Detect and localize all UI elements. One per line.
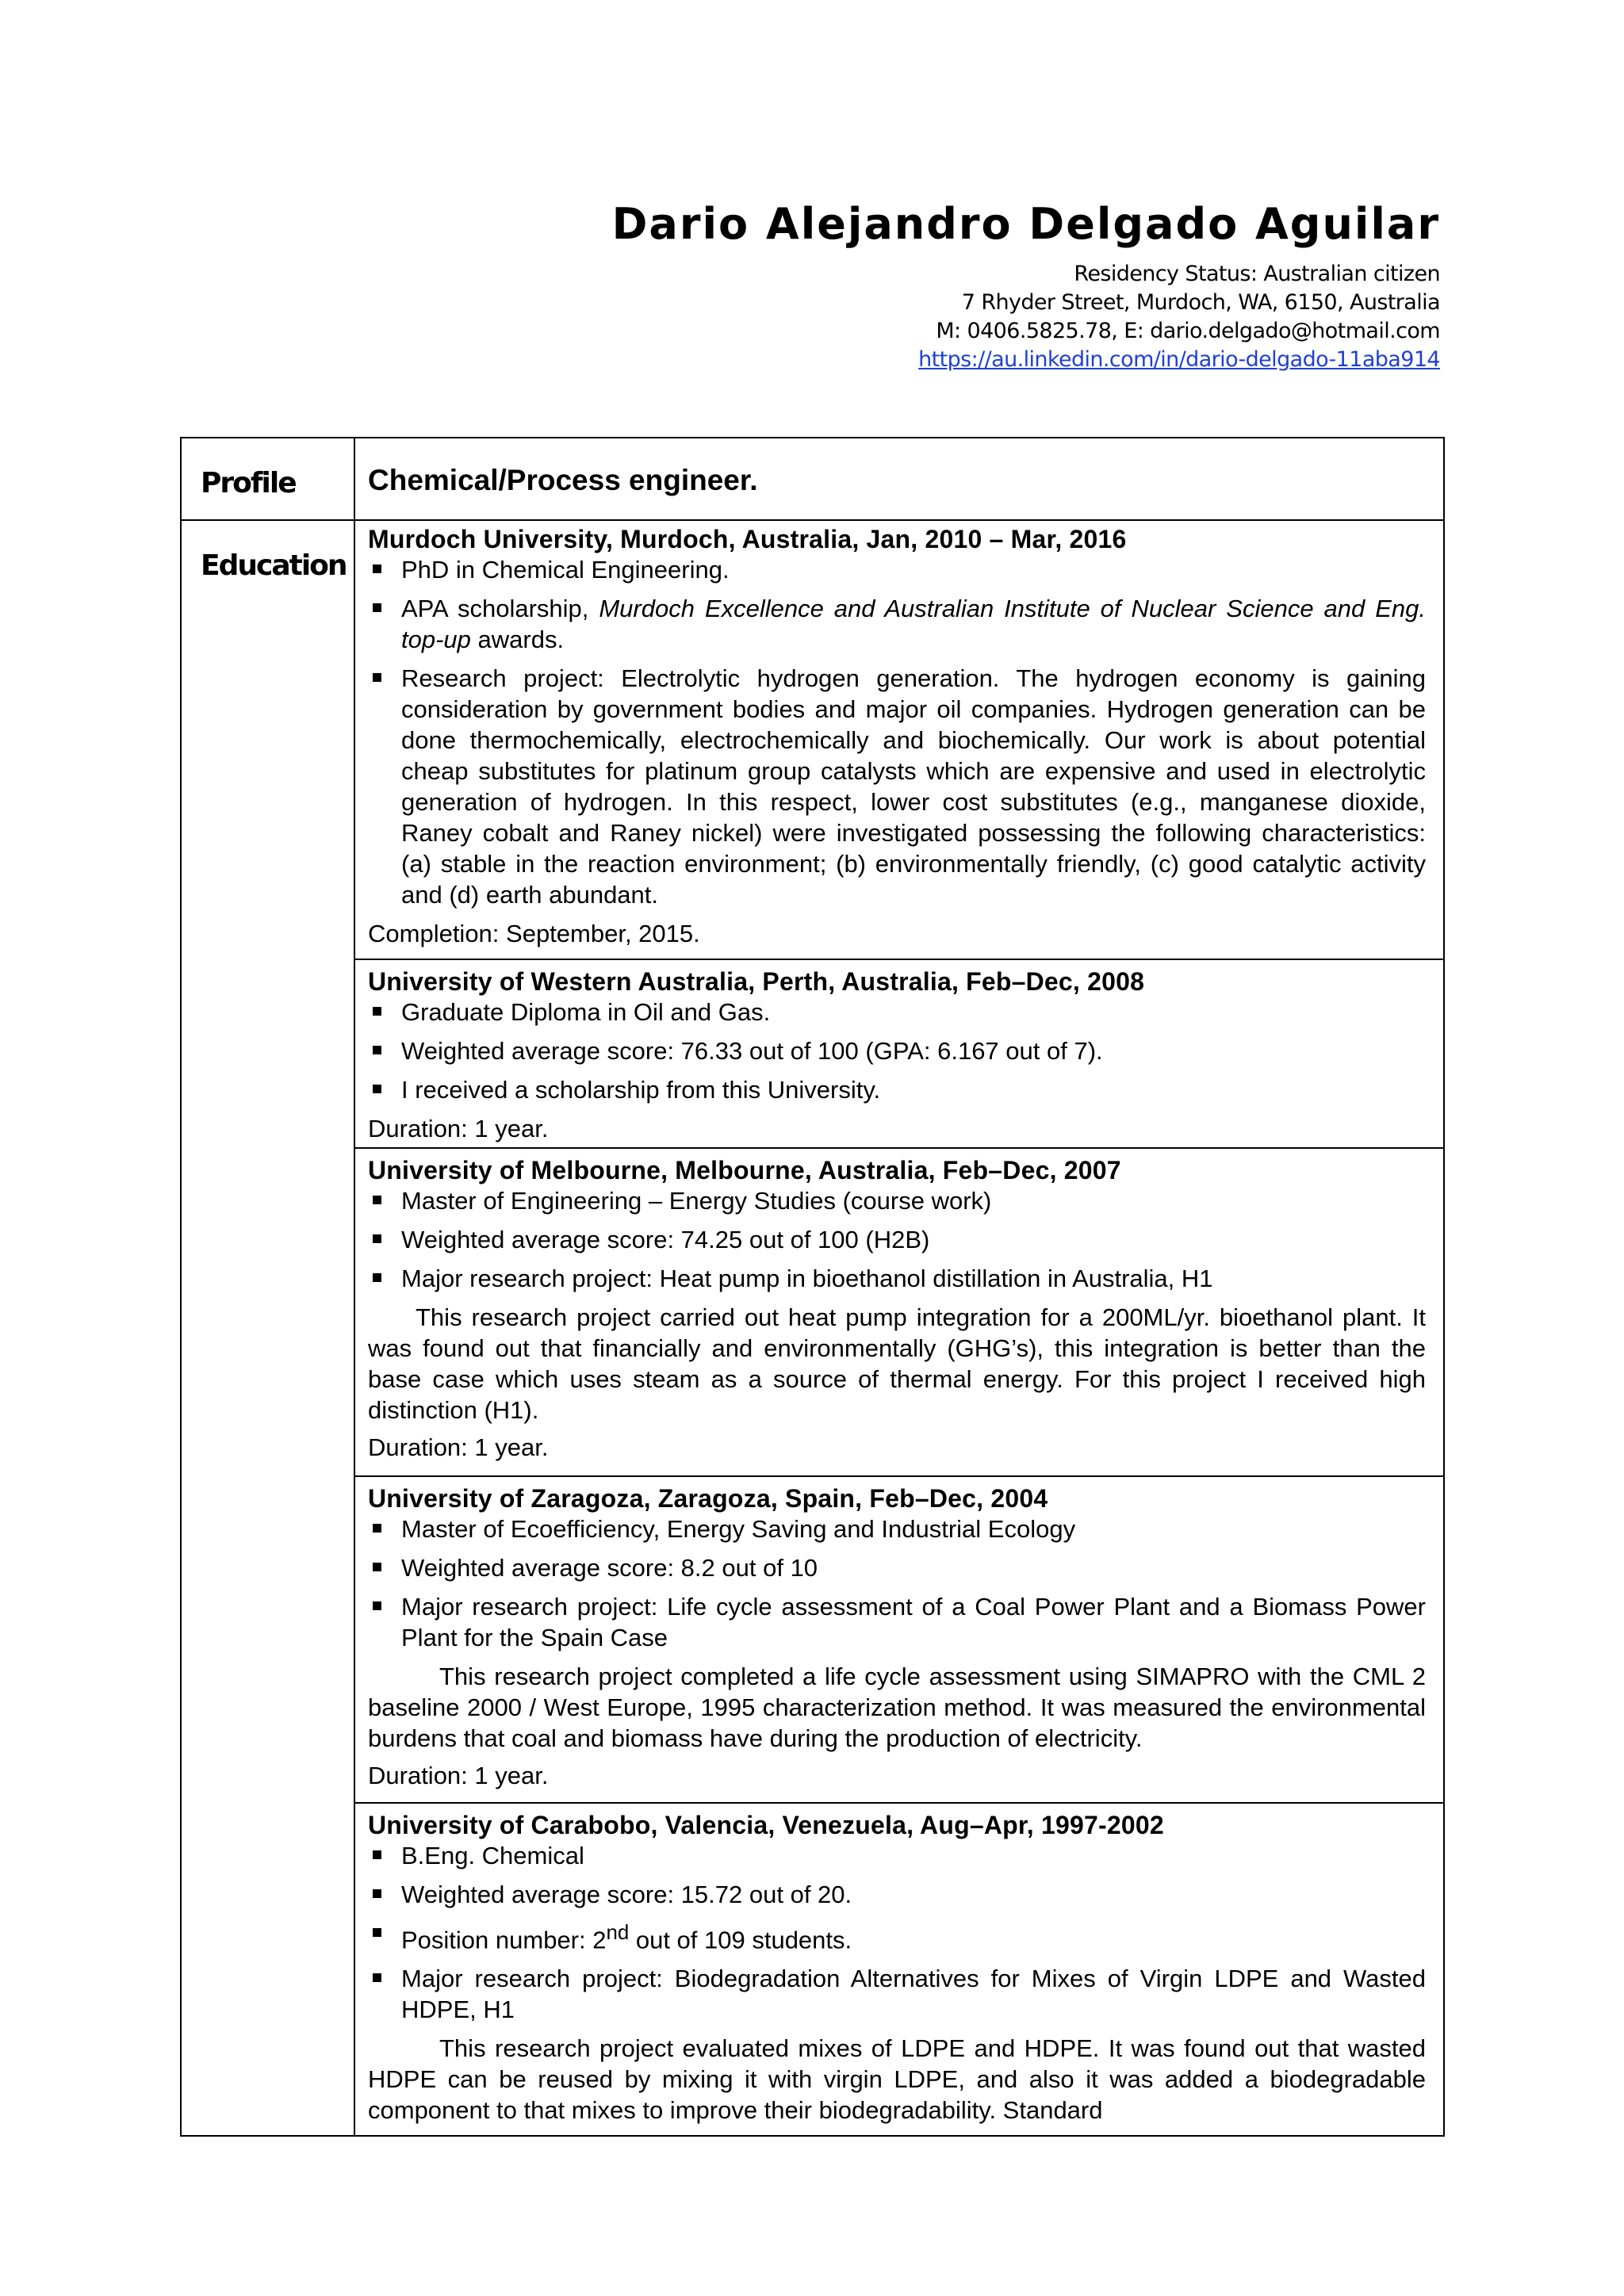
resume-header: [612, 198, 1440, 374]
list-item: Weighted average score: 76.33 out of 100 (GPA: 6.167 out of 7).: [368, 1035, 1426, 1066]
list-item: PhD in Chemical Engineering.: [368, 554, 1426, 585]
list-item: Weighted average score: 8.2 out of 10: [368, 1552, 1426, 1583]
institution-heading: University of Carabobo, Valencia, Venezuela, Aug–Apr, 1997-2002: [368, 1811, 1164, 1839]
list-item: Graduate Diploma in Oil and Gas.: [368, 997, 1426, 1027]
duration-note: Duration: 1 year.: [368, 1433, 549, 1461]
institution-heading: University of Western Australia, Perth, Australia, Feb–Dec, 2008: [368, 967, 1145, 996]
list-item: Major research project: Life cycle assessment of a Coal Power Plant and a Biomass Power Plant for the Spain Case: [368, 1591, 1426, 1653]
list-item: I received a scholarship from this University.: [368, 1074, 1426, 1105]
completion-note: Completion: September, 2015.: [368, 920, 700, 947]
education-label: Education: [181, 520, 354, 2136]
duration-note: Duration: 1 year.: [368, 1115, 549, 1142]
candidate-name: Dario Alejandro Delgado Aguilar: [611, 199, 1440, 249]
list-item: B.Eng. Chemical: [368, 1840, 1426, 1871]
list-item: APA scholarship, Murdoch Excellence and Australian Institute of Nuclear Science and Eng. top-up awards.: [368, 593, 1426, 655]
ordinal-suffix: nd: [606, 1922, 630, 1944]
list-item: Major research project: Heat pump in bioethanol distillation in Australia, H1: [368, 1263, 1426, 1294]
linkedin-link[interactable]: https://au.linkedin.com/in/dario-delgado-11aba914: [918, 347, 1440, 372]
list-item: Position number: 2nd out of 109 students.: [368, 1918, 1426, 1955]
education-entry-uwa: [181, 959, 1444, 1148]
education-entry-murdoch: [181, 520, 1444, 959]
institution-heading: University of Zaragoza, Zaragoza, Spain, Feb–Dec, 2004: [368, 1484, 1048, 1513]
contact-details: M: 0406.5825.78, E: dario.delgado@hotmail.com: [936, 319, 1440, 343]
residency-status: Residency Status: Australian citizen: [1074, 262, 1440, 286]
list-item: Master of Engineering – Energy Studies (course work): [368, 1185, 1426, 1216]
cv-table: [180, 437, 1445, 2137]
profile-row: [181, 438, 1444, 520]
education-entry-melbourne: [181, 1148, 1444, 1476]
project-description: This research project carried out heat pump integration for a 200ML/yr. bioethanol plant. It was found out that financially and environmentally (GHG’s), this integration is better than the base case which uses steam as a source of thermal energy. For this project I received high distinction (H1).: [368, 1303, 1426, 1424]
list-item: Major research project: Biodegradation Alternatives for Mixes of Virgin LDPE and Wasted HDPE, H1: [368, 1963, 1426, 2025]
institution-heading: Murdoch University, Murdoch, Australia, Jan, 2010 – Mar, 2016: [368, 525, 1127, 553]
list-item: Research project: Electrolytic hydrogen generation. The hydrogen economy is gaining consideration by government bodies and major oil companies. Hydrogen generation can be done thermochemically, electrochemically and biochemically. Our work is about potential cheap substitutes for platinum group catalysts which are expensive and used in electrolytic generation of hydrogen. In this respect, lower cost substitutes (e.g., manganese dioxide, Raney cobalt and Raney nickel) were investigated possessing the following characteristics: (a) stable in the reaction environment; (b) environmentally friendly, (c) good catalytic activity and (d) earth abundant.: [368, 663, 1426, 910]
education-entry-zaragoza: [181, 1476, 1444, 1803]
education-entry-carabobo: [181, 1803, 1444, 2136]
scholarship-awards: Murdoch Excellence and Australian Institute of Nuclear Science and Eng. top-up: [401, 595, 1426, 653]
project-description: This research project evaluated mixes of LDPE and HDPE. It was found out that wasted HDPE can be reused by mixing it with virgin LDPE, and also it was added a biodegradable component to that mixes to improve their biodegradability. Standard: [368, 2034, 1426, 2125]
list-item: Master of Ecoefficiency, Energy Saving and Industrial Ecology: [368, 1513, 1426, 1544]
profile-title: Chemical/Process engineer.: [354, 438, 1444, 520]
list-item: Weighted average score: 74.25 out of 100 (H2B): [368, 1224, 1426, 1255]
project-description: This research project completed a life cycle assessment using SIMAPRO with the CML 2 baseline 2000 / West Europe, 1995 characterization method. It was measured the environmental burdens that coal and biomass have during the production of electricity.: [368, 1663, 1426, 1752]
profile-label: Profile: [181, 438, 354, 520]
list-item: Weighted average score: 15.72 out of 20.: [368, 1879, 1426, 1910]
institution-heading: University of Melbourne, Melbourne, Australia, Feb–Dec, 2007: [368, 1156, 1121, 1184]
duration-note: Duration: 1 year.: [368, 1762, 549, 1789]
address: 7 Rhyder Street, Murdoch, WA, 6150, Australia: [961, 290, 1440, 315]
